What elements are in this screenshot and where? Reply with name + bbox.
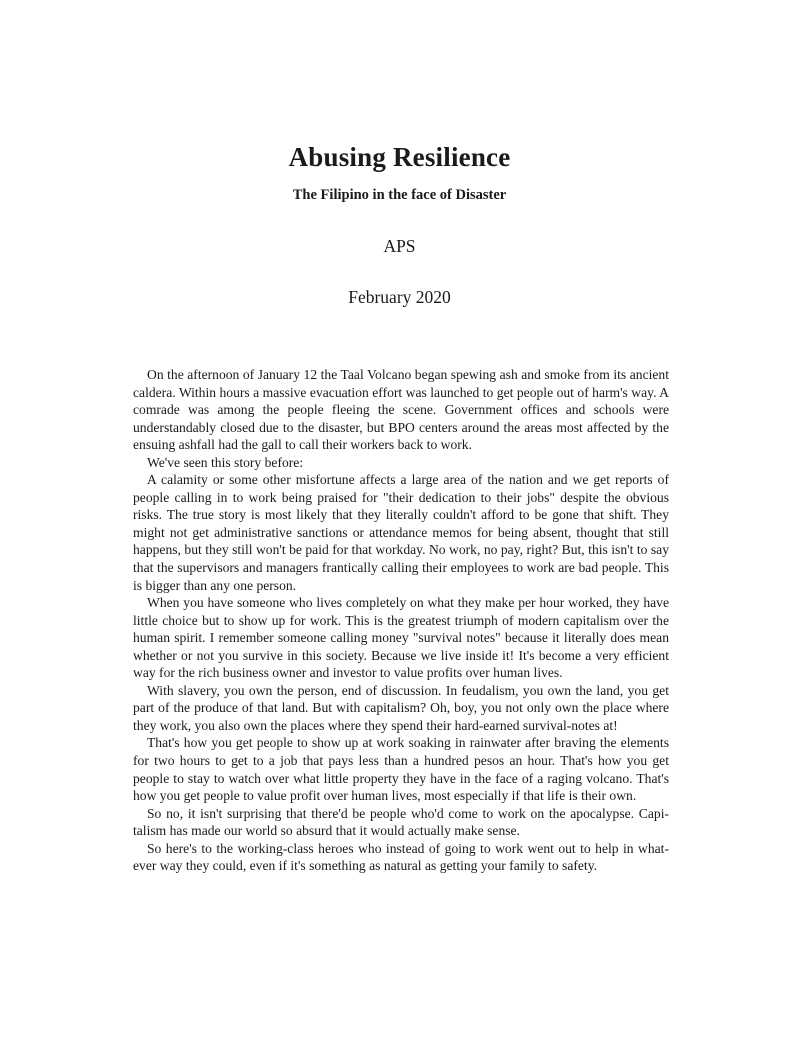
- document-title: Abusing Resilience: [288, 142, 511, 172]
- document-author: APS: [383, 236, 416, 256]
- paragraph: So here's to the working-class heroes who instead of going to work went out to help in whatever way they could, even if it's something as natural as getting your family to safety.: [133, 840, 669, 874]
- paragraph: With slavery, you own the person, end of discussion. In feudalism, you own the land, you get part of the produce of that land. But with capitalism? Oh, boy, you not only own the place where they work, you also own the places where they spend their hard-earned survival-notes at!: [133, 682, 669, 733]
- paragraph: That's how you get people to show up at work soaking in rainwater after braving the elements for two hours to get to a job that pays less than a hundred pesos an hour. That's how you get people to stay to watch over what little property they have in the face of a raging volcano. That's how you get people to value profit over human lives, most especially if that life is their own.: [133, 735, 669, 804]
- document-subtitle: The Filipino in the face of Disaster: [292, 187, 507, 203]
- paragraph: A calamity or some other misfortune affects a large area of the nation and we get reports of people calling in to work being praised for "their dedication to their jobs" despite the obvious risks. The true story is most likely that they literally couldn't afford to be gone that shift. They might not get administrative sanctions or attendance memos for being absent, thought that still happens, but they still won't be paid for that workday. No work, no pay, right? But, this isn't to say that the supervisors and managers frantically calling their employees to work are bad people. This is bigger than any one person.: [133, 472, 669, 593]
- paragraph: When you have someone who lives completely on what they make per hour worked, they have little choice but to show up for work. This is the greatest triumph of modern capitalism over the human spirit. I remember someone calling money "survival notes" because it literally does mean whether or not you survive in this society. Because we live inside it! It's become a very efficient way for the rich business owner and investor to value profits over human lives.: [133, 595, 669, 681]
- document-date: February 2020: [348, 287, 451, 307]
- document-body: [133, 366, 669, 875]
- paragraph: So no, it isn't surprising that there'd be people who'd come to work on the apocalypse. Capitalism has made our world so absurd that it would actually make sense.: [133, 805, 669, 839]
- paragraph: We've seen this story before:: [147, 454, 304, 470]
- paragraph: On the afternoon of January 12 the Taal Volcano began spewing ash and smoke from its ancient caldera. Within hours a massive evacuation effort was launched to get people out of harm's way. A comrade was among the people fleeing the scene. Government offices and schools were understandably closed due to the disaster, but BPO centers around the areas most affected by the ensuing ashfall had the gall to call their workers back to work.: [133, 367, 669, 453]
